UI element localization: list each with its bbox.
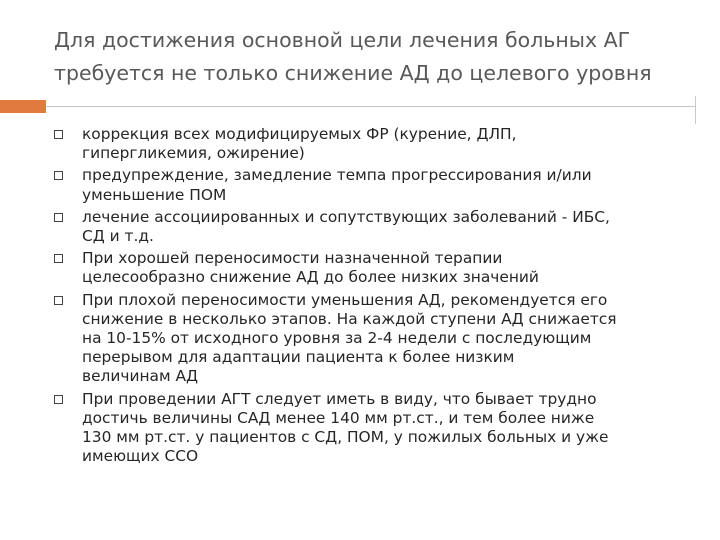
slide-title [54, 24, 694, 90]
square-bullet-icon [54, 130, 63, 139]
bullet-line: При хорошей переносимости назначенной терапии [82, 249, 503, 268]
bullet-line: целесообразно снижение АД до более низких значений [82, 268, 539, 287]
bullet-item [54, 166, 694, 204]
bullet-text [82, 249, 694, 287]
bullet-line: перерывом для адаптации пациента к более низким [82, 348, 515, 367]
bullet-line: на 10-15% от исходного уровня за 2-4 недели с последующим [82, 329, 592, 348]
bullet-line: коррекция всех модифицируемых ФР (курение, ДЛП, [82, 125, 517, 143]
bullet-item [54, 208, 694, 246]
square-bullet-icon [54, 296, 63, 305]
bullet-item [54, 249, 694, 287]
bullet-line: величинам АД [82, 367, 199, 386]
bullet-text [82, 125, 694, 163]
bullet-line: лечение ассоциированных и сопутствующих заболеваний - ИБС, [82, 207, 610, 226]
square-bullet-icon [54, 171, 63, 180]
bullet-line: При плохой переносимости уменьшения АД, рекомендуется его [82, 290, 608, 309]
bullet-list [54, 125, 694, 469]
square-bullet-icon [54, 213, 63, 222]
title-divider-gap [46, 106, 54, 107]
bullet-line: достичь величины САД менее 140 мм рт.ст., и тем более ниже [82, 408, 595, 427]
square-bullet-icon [54, 395, 63, 404]
square-bullet-icon [54, 254, 63, 263]
bullet-item [54, 125, 694, 163]
bullet-line: уменьшение ПОМ [82, 185, 227, 204]
bullet-text [82, 291, 694, 387]
bullet-text [82, 208, 694, 246]
bullet-line: При проведении АГТ следует иметь в виду, что бывает трудно [82, 389, 597, 408]
bullet-line: гипергликемия, ожирение) [82, 144, 305, 163]
slide-title-line-1: Для достижения основной цели лечения больных АГ [54, 28, 631, 52]
bullet-text [82, 166, 694, 204]
bullet-line: снижение в несколько этапов. На каждой ступени АД снижается [82, 309, 617, 328]
bullet-item [54, 390, 694, 467]
bullet-line: СД и т.д. [82, 227, 154, 246]
title-divider [54, 106, 696, 107]
slide-title-line-2: требуется не только снижение АД до целевого уровня [54, 61, 652, 85]
title-vertical-rule [695, 96, 696, 124]
bullet-text [82, 390, 694, 467]
bullet-item [54, 291, 694, 387]
bullet-line: имеющих ССО [82, 447, 199, 466]
bullet-line: предупреждение, замедление темпа прогрессирования и/или [82, 166, 592, 185]
bullet-line: 130 мм рт.ст. у пациентов с СД, ПОМ, у пожилых больных и уже [82, 428, 609, 447]
title-accent-block [0, 100, 46, 113]
